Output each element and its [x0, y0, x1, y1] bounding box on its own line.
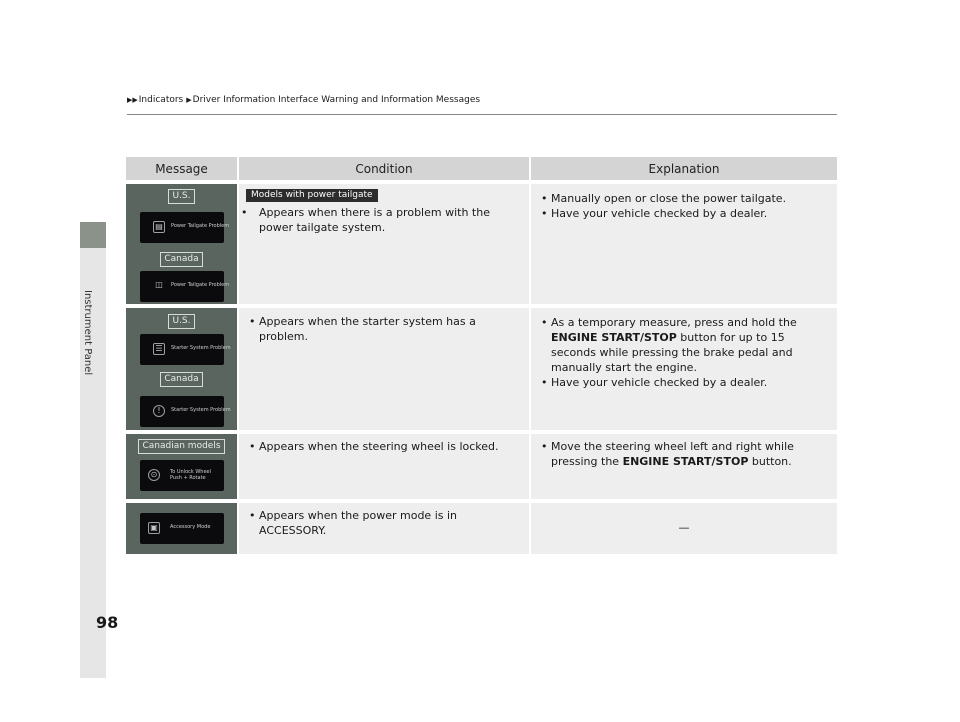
table-row [126, 180, 837, 304]
screen-text: Starter System Problem [171, 407, 231, 413]
condition-text: • Appears when the starter system has a problem. [247, 314, 525, 344]
screen-text-line: Push + Rotate [170, 475, 206, 481]
table-row [126, 499, 837, 554]
engine-start-stop-label: ENGINE START/STOP [551, 331, 677, 344]
screen-text: Accessory Mode [170, 524, 211, 530]
display-screen [140, 460, 224, 491]
arrow-icon: ▶ [186, 96, 192, 104]
explanation-cell [529, 180, 837, 304]
condition-text: • Appears when there is a problem with the power tailgate system. [239, 205, 529, 235]
region-tag-canadian-models: Canadian models [138, 439, 224, 454]
explanation-text: As a temporary measure, press and hold the [551, 316, 797, 329]
header-condition: Condition [237, 157, 529, 180]
message-image-cell [126, 304, 237, 430]
condition-text: • Appears when the steering wheel is locked. [247, 439, 525, 454]
engine-start-stop-label: ENGINE START/STOP [622, 455, 749, 468]
page-number: 98 [96, 613, 119, 632]
steering-lock-icon: ⊙ [148, 469, 160, 481]
region-tag-canada: Canada [160, 252, 202, 267]
explanation-cell [529, 499, 837, 554]
condition-cell [237, 430, 529, 499]
chapter-side-label: Instrument Panel [82, 290, 93, 376]
screen-text: Power Tailgate Problem [171, 223, 230, 229]
region-tag-us: U.S. [168, 189, 194, 204]
explanation-item: • Have your vehicle checked by a dealer. [539, 206, 833, 221]
starter-icon: ☰ [153, 343, 165, 355]
explanation-item: • Manually open or close the power tailgate. [539, 191, 833, 206]
table-row [126, 430, 837, 499]
message-table [126, 157, 837, 554]
header-explanation: Explanation [529, 157, 837, 180]
explanation-text: Move the steering wheel left and right while pressing the [551, 440, 794, 468]
condition-cell [237, 499, 529, 554]
warning-exclamation-icon: ! [153, 405, 165, 417]
tailgate-car-icon: ◫ [155, 280, 163, 289]
header-message: Message [126, 157, 237, 180]
explanation-dash: — [678, 521, 690, 534]
display-screen-us [140, 212, 230, 243]
explanation-item [539, 315, 833, 375]
double-arrow-icon: ▶▶ [127, 96, 138, 104]
table-header-row [126, 157, 837, 180]
message-image-cell [126, 180, 237, 304]
condition-text: • Appears when the power mode is in ACCESSORY. [247, 508, 525, 538]
breadcrumb [127, 95, 483, 105]
chapter-tab-marker [80, 222, 106, 248]
screen-text: Starter System Problem [171, 345, 231, 351]
display-screen [140, 513, 224, 544]
message-image-cell [126, 430, 237, 499]
explanation-text: button. [748, 455, 792, 468]
header-rule [127, 114, 837, 115]
screen-text: Power Tailgate Problem [171, 282, 230, 288]
explanation-cell [529, 304, 837, 430]
screen-text-line: To Unlock Wheel [170, 469, 212, 475]
table-row [126, 304, 837, 430]
display-screen-canada [140, 396, 231, 427]
tailgate-icon: ▤ [153, 221, 165, 233]
condition-cell [237, 304, 529, 430]
breadcrumb-item-messages[interactable]: Driver Information Interface Warning and Information Messages [192, 95, 481, 105]
region-tag-us: U.S. [168, 314, 194, 329]
display-screen-us [140, 334, 231, 365]
region-tag-canada: Canada [160, 372, 202, 387]
accessory-mode-icon: ▣ [148, 522, 160, 534]
breadcrumb-item-indicators[interactable]: Indicators [138, 95, 184, 105]
explanation-item: • Have your vehicle checked by a dealer. [539, 375, 833, 390]
condition-cell [237, 180, 529, 304]
explanation-item [539, 439, 833, 469]
display-screen-canada [140, 271, 230, 302]
explanation-cell [529, 430, 837, 499]
screen-text [170, 469, 211, 481]
message-image-cell [126, 499, 237, 554]
explanation-text: button for up to 15 seconds while pressing the brake pedal and manually start the engine. [551, 331, 793, 374]
model-tag: Models with power tailgate [246, 189, 378, 202]
